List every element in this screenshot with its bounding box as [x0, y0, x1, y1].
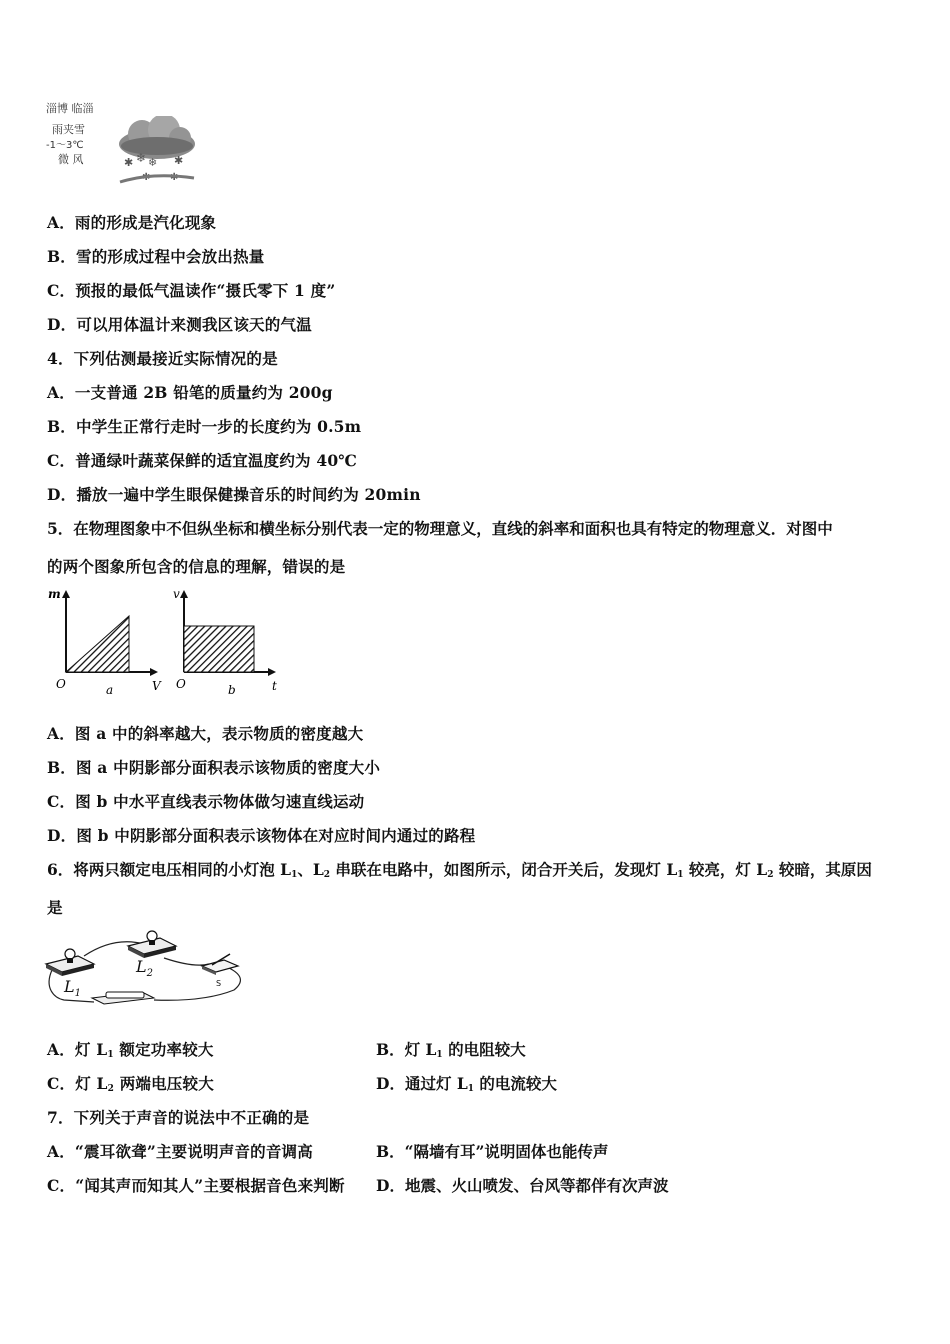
svg-text:✱: ✱ — [174, 154, 184, 167]
q4-option-b: B．中学生正常行走时一步的长度约为 0.5m — [47, 417, 362, 436]
q3-option-b: B．雪的形成过程中会放出热量 — [47, 247, 265, 266]
graph-b-x-label: t — [272, 679, 277, 693]
q5-option-b: B．图 a 中阴影部分面积表示该物质的密度大小 — [47, 758, 381, 777]
q4-option-a: A．一支普通 2B 铅笔的质量约为 200g — [47, 383, 333, 402]
battery — [92, 992, 154, 1004]
graph-a-shaded-area — [66, 616, 129, 672]
q7-stem: 7．下列关于声音的说法中不正确的是 — [47, 1108, 310, 1127]
q6-option-b: B．灯 $L_1$ 的电阻较大 — [376, 1040, 526, 1060]
weather-temperature: -1～3℃ — [46, 140, 84, 151]
q5-stem-line2: 的两个图象所包含的信息的理解，错误的是 — [47, 557, 346, 576]
graph-b-origin: O — [176, 677, 186, 691]
q5-option-a: A．图 a 中的斜率越大，表示物质的密度越大 — [47, 724, 364, 743]
svg-text:❄: ❄ — [136, 151, 147, 165]
graph-a-caption: a — [106, 683, 114, 697]
graph-b-caption: b — [228, 683, 236, 697]
q6-option-c: C．灯 $L_2$ 两端电压较大 — [47, 1074, 214, 1094]
q6-stem-line1: 6．将两只额定电压相同的小灯泡 $L_1$、$L_2$ 串联在电路中，如图所示，闭合开关后，发现灯 $L_1$ 较亮，灯 $L_2$ 较暗，其原因 — [47, 860, 872, 880]
q7-option-b: B．“隔墙有耳”说明固体也能传声 — [376, 1142, 609, 1161]
lamp-l1 — [46, 949, 94, 999]
q4-stem: 4．下列估测最接近实际情况的是 — [47, 349, 278, 368]
q5-option-c: C．图 b 中水平直线表示物体做匀速直线运动 — [47, 792, 365, 811]
weather-wind: 微 风 — [58, 153, 84, 166]
q6-stem-line2: 是 — [47, 898, 63, 917]
graph-b-y-label: v — [173, 588, 180, 601]
svg-text:✱: ✱ — [142, 172, 151, 183]
q7-option-d: D．地震、火山喷发、台风等都伴有次声波 — [376, 1176, 669, 1195]
q5-stem-line1: 5．在物理图象中不但纵坐标和横坐标分别代表一定的物理意义，直线的斜率和面积也具有特定的物理意义．对图中 — [47, 519, 833, 538]
svg-text:L1: $L_1$ — [64, 977, 81, 999]
q7-option-a: A．“震耳欲聋”主要说明声音的音调高 — [47, 1142, 313, 1161]
svg-text:S: S — [216, 979, 222, 988]
svg-text:✱: ✱ — [170, 172, 179, 183]
lamp-l2 — [128, 931, 176, 979]
cloud-snow-rain-icon — [112, 116, 202, 186]
graph-a — [48, 588, 162, 697]
q5-graphs — [44, 588, 294, 698]
q7-option-c: C．“闻其声而知其人”主要根据音色来判断 — [47, 1176, 345, 1195]
q4-option-d: D．播放一遍中学生眼保健操音乐的时间约为 20min — [47, 485, 421, 504]
graph-a-origin: O — [56, 677, 66, 691]
weather-condition: 雨夹雪 — [52, 123, 85, 136]
q6-option-a: A．灯 $L_1$ 额定功率较大 — [47, 1040, 214, 1060]
svg-text:❄: ❄ — [148, 156, 158, 169]
svg-text:✱: ✱ — [124, 156, 134, 169]
svg-text:L2: $L_2$ — [136, 957, 153, 979]
weather-figure — [44, 96, 204, 192]
q3-option-d: D．可以用体温计来测我区该天的气温 — [47, 315, 312, 334]
q3-option-a: A．雨的形成是汽化现象 — [47, 213, 217, 232]
q4-option-c: C．普通绿叶蔬菜保鲜的适宜温度约为 40℃ — [47, 451, 358, 470]
q5-option-d: D．图 b 中阴影部分面积表示该物体在对应时间内通过的路程 — [47, 826, 476, 845]
switch-s — [202, 954, 238, 988]
q6-circuit-diagram — [44, 928, 244, 1008]
weather-cities: 淄博 临淄 — [46, 102, 94, 115]
graph-a-y-label: m — [48, 588, 61, 601]
graph-b-shaded-area — [184, 626, 254, 672]
q3-option-c: C．预报的最低气温读作“摄氏零下 1 度” — [47, 281, 336, 300]
graph-a-x-label: V — [152, 679, 161, 693]
q6-option-d: D．通过灯 $L_1$ 的电流较大 — [376, 1074, 557, 1094]
graph-b — [173, 588, 277, 697]
